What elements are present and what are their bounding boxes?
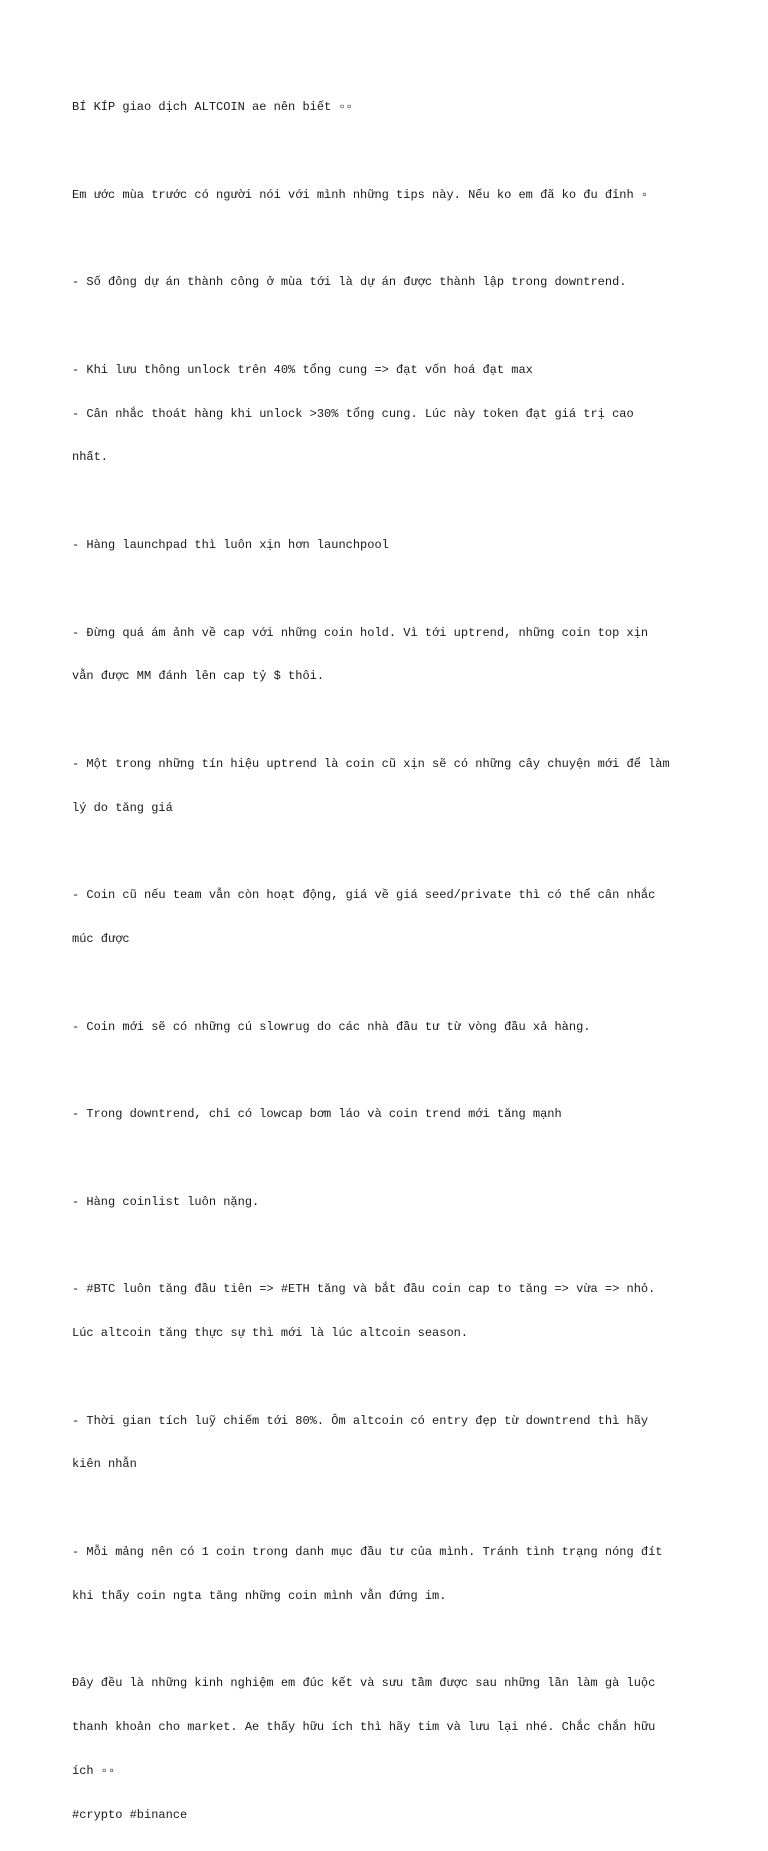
text-line: - Mỗi mảng nên có 1 coin trong danh mục đầu tư của mình. Tránh tình trạng nóng đít <box>72 1544 663 1559</box>
document-body <box>72 71 704 1851</box>
text-line: khi thấy coin ngta tăng những coin mình vẫn đứng im. <box>72 1588 447 1603</box>
tip-paragraph <box>72 990 704 1063</box>
text-line: - Số đông dự án thành công ở mùa tới là dự án được thành lập trong downtrend. <box>72 275 627 290</box>
text-line: - Coin cũ nếu team vẫn còn hoạt động, giá về giá seed/private thì có thể cân nhắc <box>72 888 656 903</box>
text-line: - Hàng coinlist luôn nặng. <box>72 1194 260 1209</box>
closing-paragraph <box>72 1647 704 1851</box>
text-line: Đây đều là những kinh nghiệm em đúc kết và sưu tầm được sau những lần làm gà luộc <box>72 1676 656 1691</box>
tip-paragraph <box>72 334 704 495</box>
tip-paragraph <box>72 859 704 976</box>
hashtags: #crypto #binance <box>72 1807 188 1822</box>
text-line: lý do tăng giá <box>72 800 173 815</box>
text-line: - Đừng quá ám ảnh về cap với những coin hold. Vì tới uptrend, những coin top xịn <box>72 625 649 640</box>
text-line: - Cân nhắc thoát hàng khi unlock >30% tổng cung. Lúc này token đạt giá trị cao <box>72 406 634 421</box>
tip-paragraph <box>72 596 704 713</box>
tip-paragraph <box>72 1516 704 1633</box>
text-line: nhất. <box>72 450 109 465</box>
text-line: vẫn được MM đánh lên cap tỷ $ thôi. <box>72 669 325 684</box>
text-line: - Coin mới sẽ có những cú slowrug do các nhà đầu tư từ vòng đầu xả hàng. <box>72 1019 591 1034</box>
tip-paragraph <box>72 246 704 319</box>
text-line: - Trong downtrend, chỉ có lowcap bơm láo và coin trend mới tăng mạnh <box>72 1107 562 1122</box>
text-line: thanh khoản cho market. Ae thấy hữu ích thì hãy tim và lưu lại nhé. Chắc chắn hữu <box>72 1720 656 1735</box>
text-line: - Hàng launchpad thì luôn xịn hơn launchpool <box>72 538 389 552</box>
document-title <box>72 71 704 144</box>
text-line: - #BTC luôn tăng đầu tiên => #ETH tăng và bắt đầu coin cap to tăng => vừa => nhỏ. <box>72 1282 656 1297</box>
tip-paragraph <box>72 1384 704 1501</box>
tip-paragraph <box>72 728 704 845</box>
text-line: ích ▫▫ <box>72 1763 116 1778</box>
tip-paragraph <box>72 1078 704 1151</box>
text-line: Em ước mùa trước có người nói với mình những tips này. Nếu ko em đã ko đu đỉnh ▫ <box>72 187 649 202</box>
tip-paragraph <box>72 509 704 582</box>
text-line: - Thời gian tích luỹ chiếm tới 80%. Ôm altcoin có entry đẹp từ downtrend thì hãy <box>72 1413 649 1428</box>
tip-paragraph <box>72 1253 704 1370</box>
tip-paragraph <box>72 1166 704 1239</box>
text-line: kiên nhẫn <box>72 1457 137 1472</box>
text-line: Lúc altcoin tăng thực sự thì mới là lúc altcoin season. <box>72 1326 469 1341</box>
text-line: - Một trong những tín hiệu uptrend là coin cũ xịn sẽ có những cây chuyện mới để làm <box>72 756 670 771</box>
text-line: BÍ KÍP giao dịch ALTCOIN ae nên biết ▫▫ <box>72 100 353 115</box>
text-line: múc được <box>72 932 130 947</box>
intro-paragraph <box>72 159 704 232</box>
text-line: - Khi lưu thông unlock trên 40% tổng cung => đạt vốn hoá đạt max <box>72 362 533 377</box>
